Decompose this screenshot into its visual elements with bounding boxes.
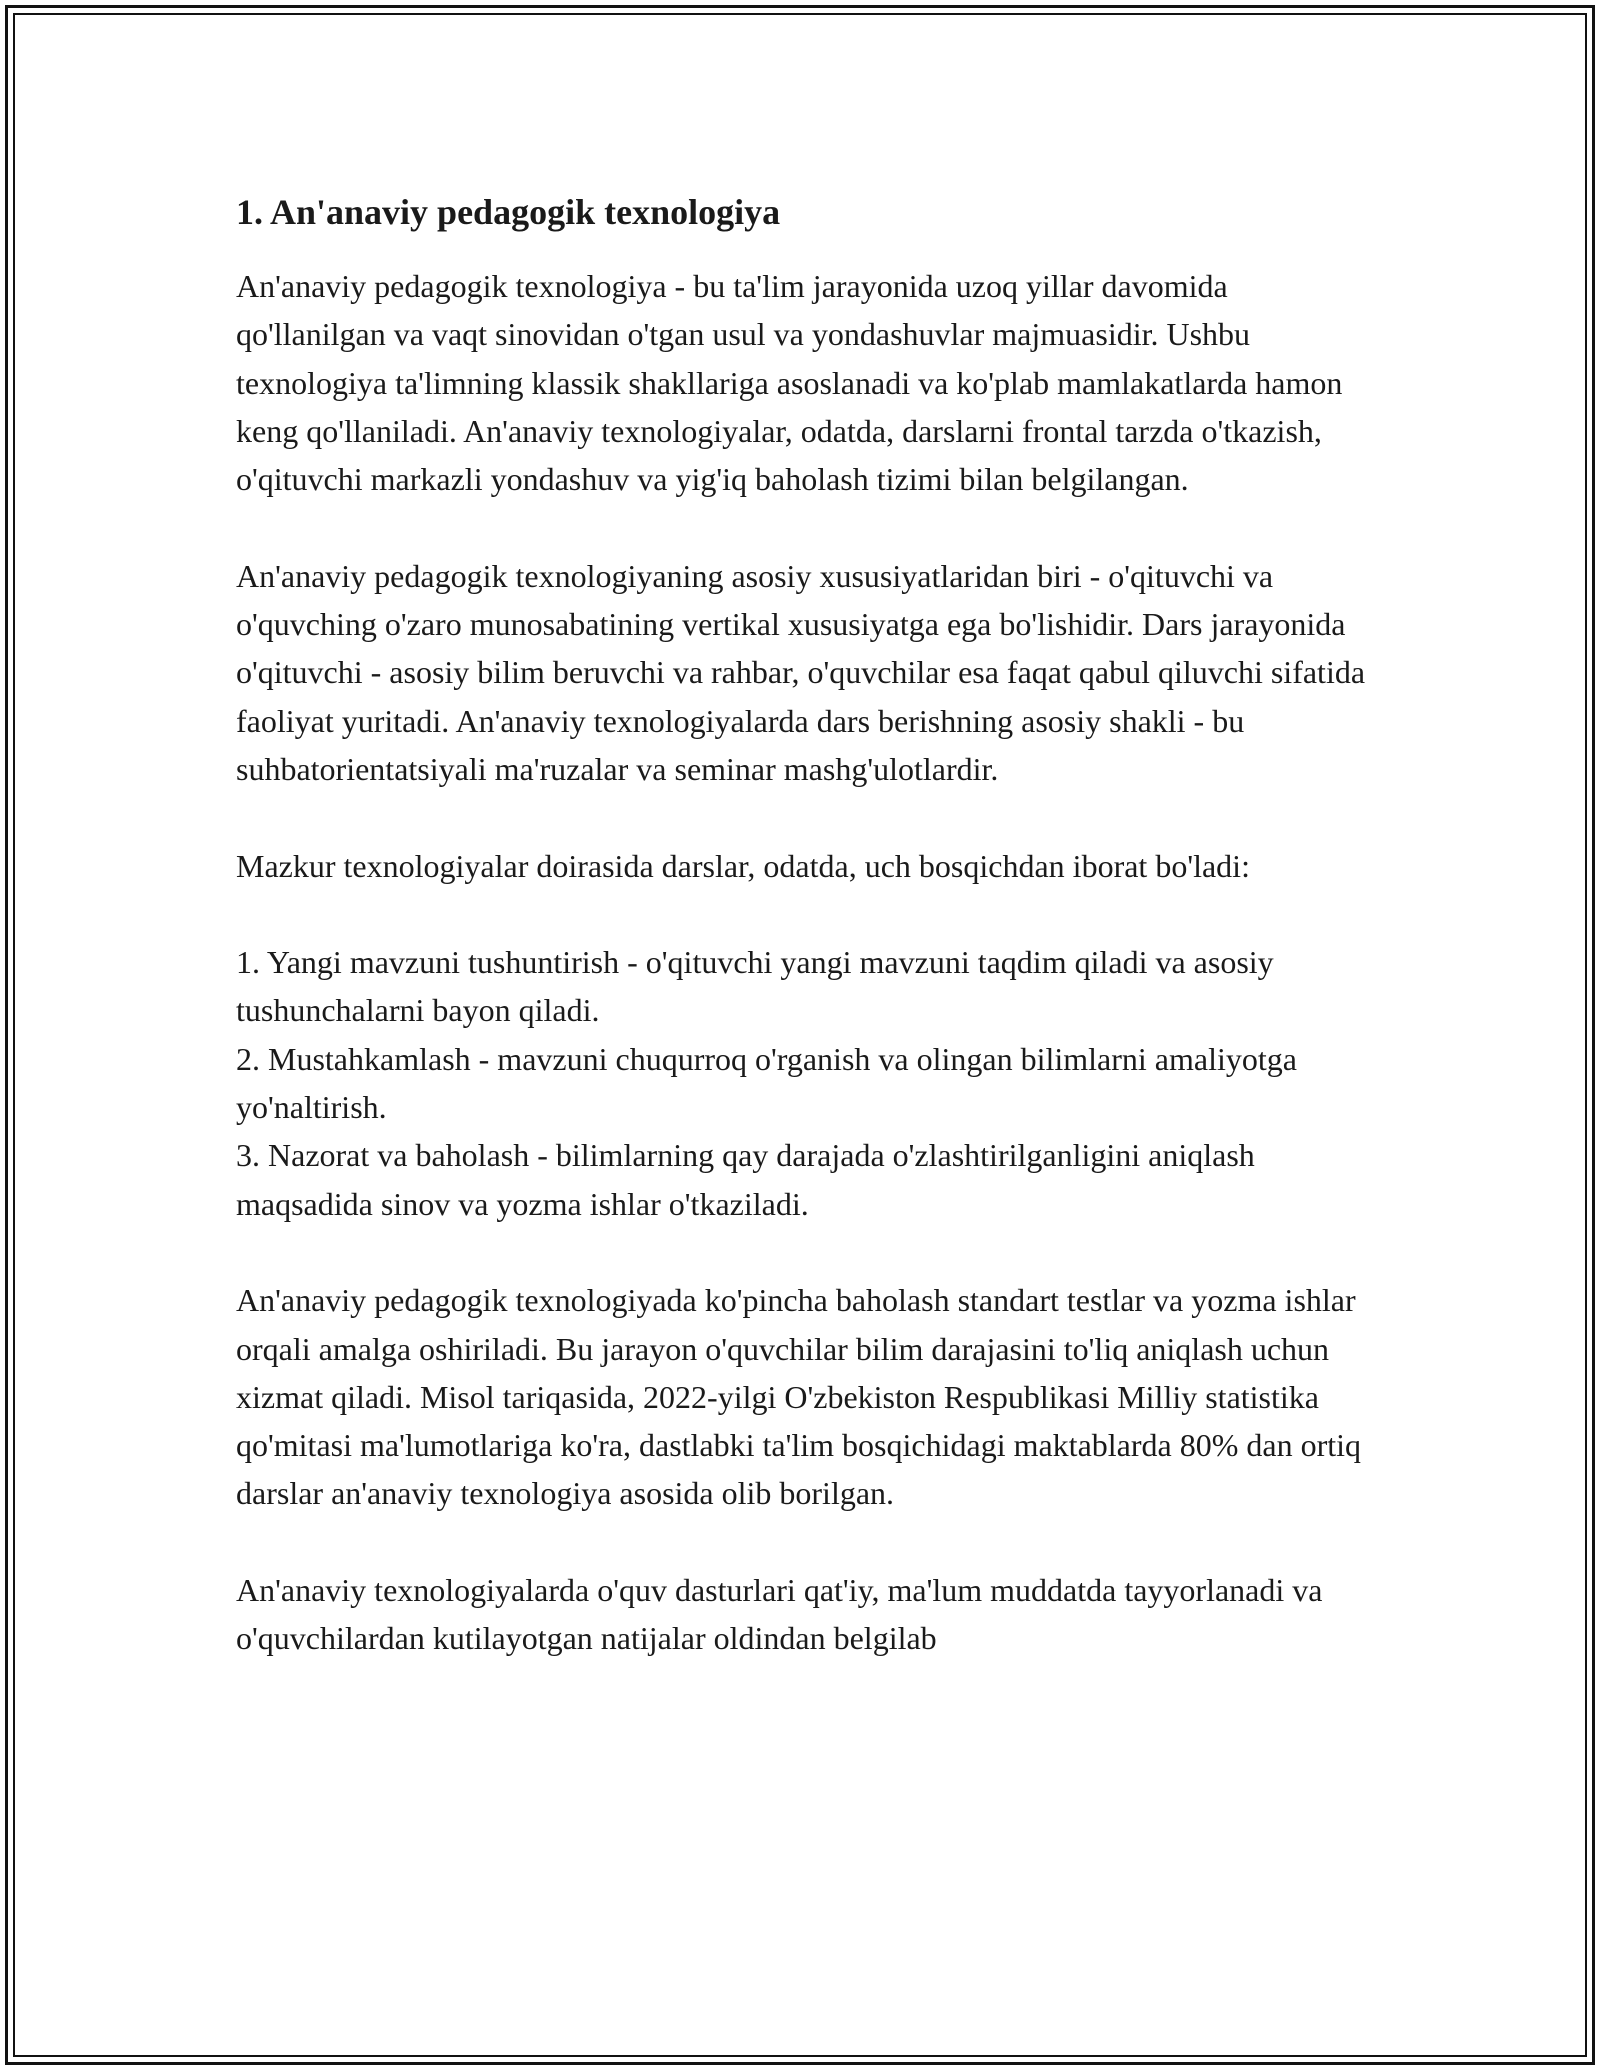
paragraph-definition: An'anaviy pedagogik texnologiya - bu ta'lim jarayonida uzoq yillar davomida qo'llanilgan va vaqt sinovidan o'tgan usul va yondashuvlar majmuasidir. Ushbu texnologiya ta'limning klassik shakllariga asoslanadi va ko'plab mamlakatlarda hamon keng qo'llaniladi. An'anaviy texnologiyalar, odatda, darslarni frontal tarzda o'tkazish, o'qituvchi markazli yondashuv va yig'iq baholash tizimi bilan belgilangan. bbox=[236, 268, 1343, 498]
paragraph-features: An'anaviy pedagogik texnologiyaning asosiy xususiyatlaridan biri - o'qituvchi va o'quvching o'zaro munosabatining vertikal xususiyatga ega bo'lishidir. Dars jarayonida o'qituvchi - asosiy bilim beruvchi va rahbar, o'quvchilar esa faqat qabul qiluvchi sifatida faoliyat yuritadi. An'anaviy texnologiyalarda dars berishning asosiy shakli - bu suhbatorientatsiyali ma'ruzalar va seminar mashg'ulotlardir. bbox=[236, 557, 1366, 787]
section-heading: 1. An'anaviy pedagogik texnologiya bbox=[236, 192, 781, 232]
paragraph-curriculum: An'anaviy texnologiyalarda o'quv dasturlari qat'iy, ma'lum muddatda tayyorlanadi va o'quvchilardan kutilayotgan natijalar oldindan belgilab bbox=[236, 1572, 1323, 1657]
paragraph-assessment: An'anaviy pedagogik texnologiyada ko'pincha baholash standart testlar va yozma ishlar orqali amalga oshiriladi. Bu jarayon o'quvchilar bilim darajasini to'liq aniqlash uchun xizmat qiladi. Misol tariqasida, 2022-yilgi O'zbekiston Respublikasi Milliy statistika qo'mitasi ma'lumotlariga ko'ra, dastlabki ta'lim bosqichidagi maktablarda 80% dan ortiq darslar an'anaviy texnologiya asosida olib borilgan. bbox=[236, 1282, 1362, 1512]
stages-list: 1. Yangi mavzuni tushuntirish - o'qituvchi yangi mavzuni taqdim qiladi va asosiy tushunchalarni bayon qiladi. 2. Mustahkamlash - mavzuni chuqurroq o'rganish va olingan bilimlarni amaliyotga yo'naltirish. 3. Nazorat va baholash - bilimlarning qay darajada o'zlashtirilganligini aniqlash maqsadida sinov va yozma ishlar o'tkaziladi. bbox=[236, 944, 1297, 1222]
paragraph-stages-intro: Mazkur texnologiyalar doirasida darslar, odatda, uch bosqichdan iborat bo'ladi: bbox=[236, 847, 1250, 884]
document-body bbox=[236, 188, 1376, 1663]
